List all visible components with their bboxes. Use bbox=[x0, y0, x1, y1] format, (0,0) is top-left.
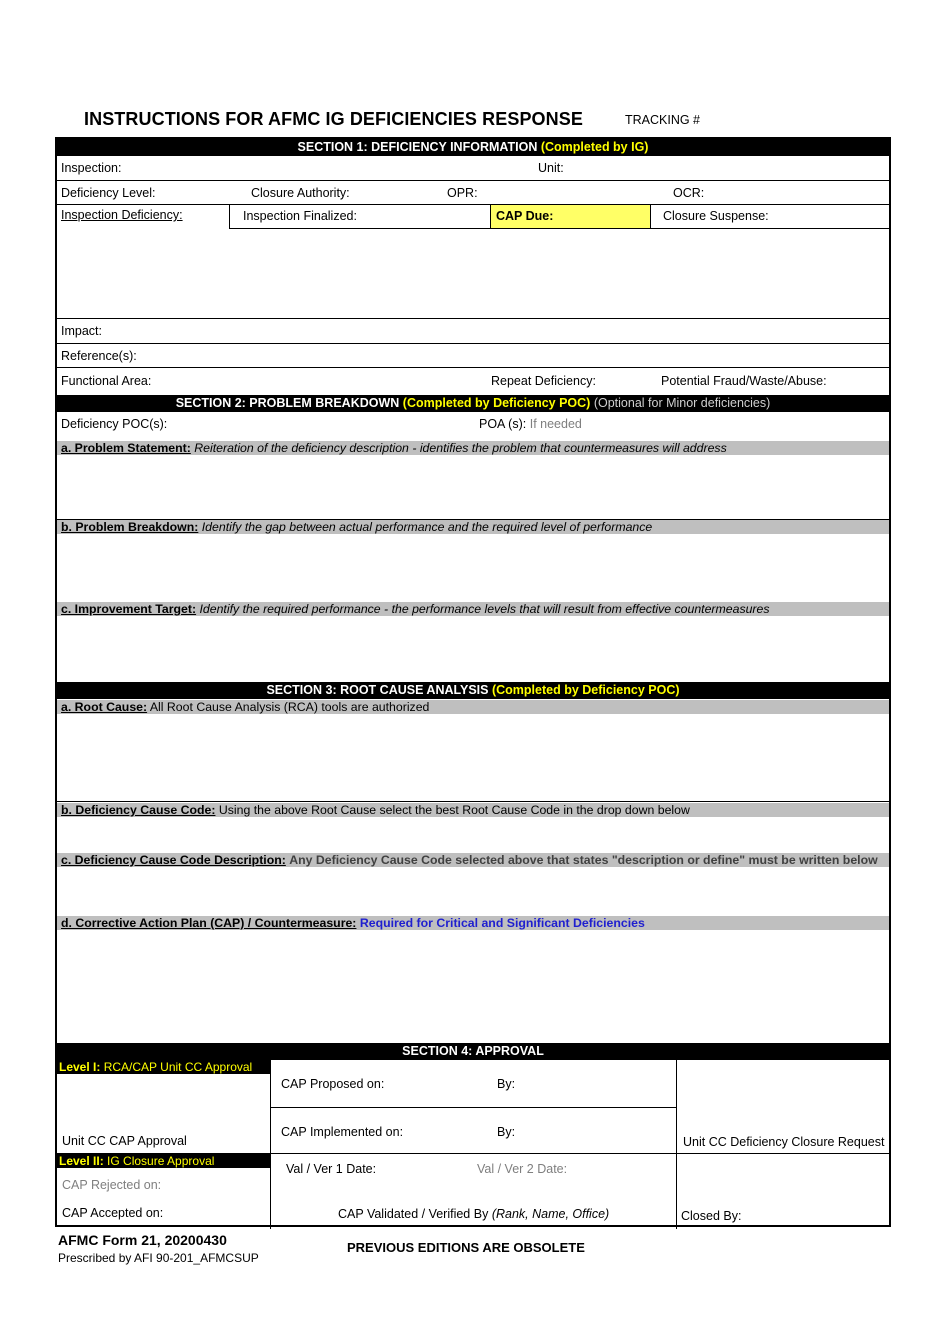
level2-desc: IG Closure Approval bbox=[107, 1154, 215, 1168]
problem-statement-desc: Reiteration of the deficiency description - identifies the problem that countermeasures will address bbox=[194, 441, 727, 455]
impact-field[interactable]: Impact: bbox=[61, 324, 102, 338]
closure-suspense-field[interactable] bbox=[651, 205, 891, 229]
root-cause-key: a. Root Cause: bbox=[61, 700, 148, 714]
cause-code-description-area[interactable] bbox=[57, 867, 889, 916]
improvement-target-desc: Identify the required performance - the performance levels that will result from effective countermeasures bbox=[199, 602, 770, 616]
root-cause-desc: All Root Cause Analysis (RCA) tools are authorized bbox=[149, 700, 430, 714]
row-references bbox=[57, 344, 889, 368]
deficiency-form bbox=[55, 137, 891, 1227]
problem-statement-band bbox=[57, 441, 889, 455]
val-ver1-field[interactable]: Val / Ver 1 Date: bbox=[286, 1162, 377, 1176]
root-cause-band bbox=[57, 700, 889, 714]
inspection-finalized-field[interactable] bbox=[229, 205, 491, 229]
section3-note: (Completed by Deficiency POC) bbox=[491, 683, 680, 697]
cause-code-band bbox=[57, 803, 889, 817]
section2-optional: (Optional for Minor deficiencies) bbox=[593, 396, 771, 410]
problem-statement-key: a. Problem Statement: bbox=[61, 441, 191, 455]
row-inspection bbox=[57, 156, 889, 181]
form-id: AFMC Form 21, 20200430 bbox=[58, 1232, 227, 1248]
functional-area-field[interactable]: Functional Area: bbox=[61, 374, 152, 388]
inspection-deficiency-label: Inspection Deficiency: bbox=[61, 208, 183, 222]
cap-validated-by-label: CAP Validated / Verified By bbox=[338, 1207, 489, 1221]
cap-implemented-field[interactable]: CAP Implemented on: bbox=[281, 1125, 404, 1139]
prescribed-by: Prescribed by AFI 90-201_AFMCSUP bbox=[58, 1251, 259, 1265]
section1-header bbox=[57, 139, 889, 156]
unit-field[interactable]: Unit: bbox=[538, 161, 564, 175]
poa-hint: If needed bbox=[529, 417, 582, 431]
deficiency-level-field[interactable]: Deficiency Level: bbox=[61, 186, 156, 200]
level2-key: Level II: bbox=[59, 1154, 104, 1168]
approval-divider-right bbox=[676, 1060, 677, 1229]
closed-by-field[interactable]: Closed By: bbox=[681, 1209, 742, 1223]
section2-title: SECTION 2: PROBLEM BREAKDOWN bbox=[175, 396, 400, 410]
cap-proposed-field[interactable]: CAP Proposed on: bbox=[281, 1077, 385, 1091]
level1-desc: RCA/CAP Unit CC Approval bbox=[103, 1060, 253, 1074]
unit-cc-closure-request-field[interactable]: Unit CC Deficiency Closure Request bbox=[683, 1135, 885, 1149]
section4-header bbox=[57, 1043, 889, 1060]
cap-validated-by-field[interactable] bbox=[338, 1207, 609, 1221]
cap-desc: Required for Critical and Significant Deficiencies bbox=[359, 916, 645, 930]
row-deficiency-poc bbox=[57, 412, 889, 435]
problem-breakdown-band bbox=[57, 520, 889, 534]
val-ver2-field[interactable]: Val / Ver 2 Date: bbox=[477, 1162, 568, 1176]
section3-header bbox=[57, 682, 889, 699]
inspection-finalized-label: Inspection Finalized: bbox=[243, 209, 357, 223]
level1-band bbox=[57, 1060, 270, 1074]
repeat-deficiency-field[interactable]: Repeat Deficiency: bbox=[491, 374, 596, 388]
closure-authority-field[interactable]: Closure Authority: bbox=[251, 186, 350, 200]
section1-note: (Completed by IG) bbox=[540, 140, 649, 154]
opr-field[interactable]: OPR: bbox=[447, 186, 478, 200]
poa-field[interactable] bbox=[479, 417, 582, 431]
cap-band bbox=[57, 916, 889, 930]
problem-breakdown-key: b. Problem Breakdown: bbox=[61, 520, 199, 534]
approval-line-proposed bbox=[270, 1107, 676, 1108]
improvement-target-key: c. Improvement Target: bbox=[61, 602, 197, 616]
references-field[interactable]: Reference(s): bbox=[61, 349, 137, 363]
root-cause-area[interactable] bbox=[57, 714, 889, 802]
row-functional-area bbox=[57, 368, 889, 394]
cause-code-key: b. Deficiency Cause Code: bbox=[61, 803, 216, 817]
cap-key: d. Corrective Action Plan (CAP) / Countermeasure: bbox=[61, 916, 357, 930]
improvement-target-area[interactable] bbox=[57, 616, 889, 682]
improvement-target-band bbox=[57, 602, 889, 616]
section1-title: SECTION 1: DEFICIENCY INFORMATION bbox=[297, 140, 538, 154]
potential-fwa-field[interactable]: Potential Fraud/Waste/Abuse: bbox=[661, 374, 827, 388]
section3-title: SECTION 3: ROOT CAUSE ANALYSIS bbox=[266, 683, 489, 697]
by-proposed-field[interactable]: By: bbox=[497, 1077, 516, 1091]
cause-code-description-key: c. Deficiency Cause Code Description: bbox=[61, 853, 286, 867]
closure-suspense-label: Closure Suspense: bbox=[663, 209, 769, 223]
poa-label: POA (s): bbox=[479, 417, 527, 431]
cause-code-description-band bbox=[57, 853, 889, 867]
approval-divider-left bbox=[270, 1060, 271, 1229]
level1-key: Level I: bbox=[59, 1060, 101, 1074]
cap-rejected-field[interactable]: CAP Rejected on: bbox=[62, 1178, 162, 1192]
cap-due-label: CAP Due: bbox=[496, 209, 554, 223]
cap-validated-by-hint: (Rank, Name, Office) bbox=[491, 1207, 610, 1221]
row-impact bbox=[57, 319, 889, 344]
unit-cc-cap-approval-label: Unit CC CAP Approval bbox=[62, 1134, 187, 1148]
inspection-field[interactable]: Inspection: bbox=[61, 161, 122, 175]
section4-title: SECTION 4: APPROVAL bbox=[402, 1044, 544, 1058]
cause-code-description-desc: Any Deficiency Cause Code selected above that states "description or define" must be written below bbox=[289, 853, 878, 867]
obsolete-notice: PREVIOUS EDITIONS ARE OBSOLETE bbox=[347, 1240, 585, 1255]
cap-accepted-field[interactable]: CAP Accepted on: bbox=[62, 1206, 164, 1220]
deficiency-description-area[interactable] bbox=[57, 229, 889, 319]
cap-due-field[interactable] bbox=[491, 205, 651, 229]
problem-breakdown-desc: Identify the gap between actual performance and the required level of performance bbox=[201, 520, 653, 534]
problem-statement-area[interactable] bbox=[57, 455, 889, 520]
section2-header bbox=[57, 395, 889, 412]
cause-code-desc: Using the above Root Cause select the best Root Cause Code in the drop down below bbox=[218, 803, 690, 817]
by-implemented-field[interactable]: By: bbox=[497, 1125, 516, 1139]
cause-code-dropdown[interactable] bbox=[57, 817, 889, 853]
tracking-label: TRACKING # bbox=[625, 113, 701, 127]
level2-band bbox=[57, 1154, 270, 1168]
deficiency-poc-field[interactable]: Deficiency POC(s): bbox=[61, 417, 168, 431]
problem-breakdown-area[interactable] bbox=[57, 534, 889, 602]
ocr-field[interactable]: OCR: bbox=[673, 186, 705, 200]
cap-area[interactable] bbox=[57, 930, 889, 1043]
form-title: INSTRUCTIONS FOR AFMC IG DEFICIENCIES RESPONSE bbox=[84, 109, 583, 129]
row-deficiency-level bbox=[57, 181, 889, 205]
section2-note: (Completed by Deficiency POC) bbox=[402, 396, 591, 410]
